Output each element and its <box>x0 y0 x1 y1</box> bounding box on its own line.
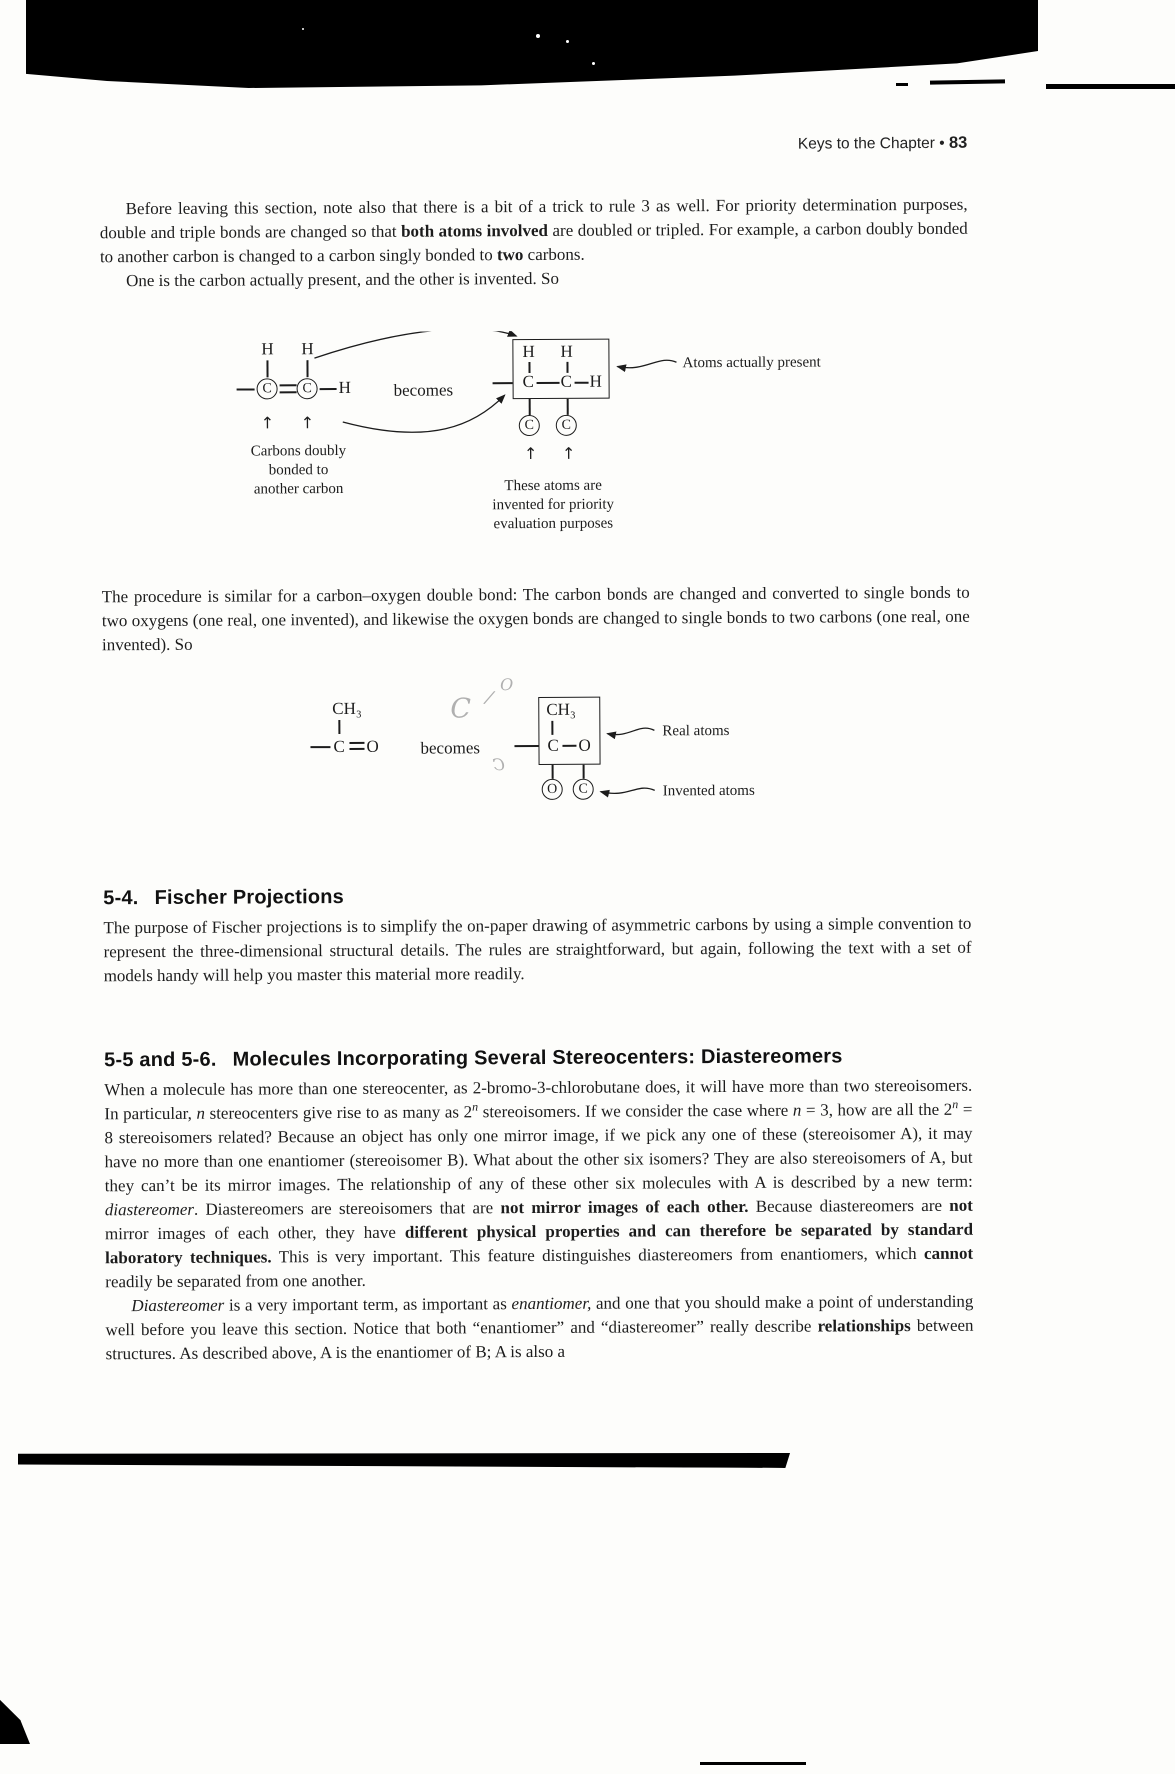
text-run: . Diastereomers are stereoisomers that are <box>193 1198 501 1219</box>
circled-invented-carbon: C <box>556 415 577 436</box>
bond <box>567 399 569 415</box>
text-run-italic: n <box>472 1099 479 1114</box>
running-header <box>99 134 967 158</box>
atom-h: H <box>560 341 573 361</box>
double-bond <box>280 384 297 386</box>
text-run-bold: different physical properties and can therefore be separated by standard laboratory techniques. <box>105 1219 974 1268</box>
up-arrow: ↑ <box>523 443 538 464</box>
figure-double-bond-rule <box>100 329 969 552</box>
bond <box>320 388 337 390</box>
bond <box>306 360 308 377</box>
bond <box>562 745 576 747</box>
section-heading-5-5-5-6 <box>104 1044 972 1073</box>
atom-h: H <box>261 339 274 359</box>
page-content <box>99 0 974 1366</box>
atom-h: H <box>338 377 351 398</box>
header-bullet: • <box>939 134 945 152</box>
curved-arrow <box>314 329 516 358</box>
text-run: This is very important. This feature distinguishes diastereomers from enantiomers, which <box>271 1243 925 1267</box>
figure-carbonyl-rule <box>102 677 971 857</box>
atom-c: C <box>522 372 534 392</box>
scan-artifact-line <box>700 1762 806 1765</box>
bond <box>310 746 330 748</box>
text-run-bold: relationships <box>817 1316 911 1336</box>
section-title: Molecules Incorporating Several Stereocenters: Diastereomers <box>232 1045 843 1071</box>
section-heading-5-4 <box>103 882 971 911</box>
text-run: The purpose of Fischer projections is to simplify the on-paper drawing of asymmetric carbons by using a simple convention to represent the three-dimensional structural details. The rules are straightforward, but again, following the text with a set of models handy will help you master this material more readily. <box>103 913 972 986</box>
handwriting-artifact: C <box>492 755 505 775</box>
text-run-italic: n <box>196 1103 206 1123</box>
text-run-bold: cannot <box>923 1243 974 1263</box>
text-run: Before leaving this section, note also that there is a bit of a trick to rule 3 as well. For priority determination purposes, double and triple bonds are changed so that <box>99 194 968 243</box>
text-run: When a molecule has more than one stereocenter, as 2-bromo-3-chlorobutane does, it will have more than two stereoisomers. In particular, <box>104 1075 973 1124</box>
text-run: stereoisomers. If we consider the case where <box>478 1100 793 1122</box>
scan-dash <box>1046 84 1175 89</box>
atom-h: H <box>522 341 535 362</box>
text-run: One is the carbon actually present, and the other is invented. So <box>125 268 559 291</box>
paragraph-rule3-trick <box>100 193 968 270</box>
becomes-text: becomes <box>420 738 481 758</box>
bond <box>551 721 553 735</box>
paragraph-diastereomer-term <box>105 1290 973 1367</box>
atom-o: O <box>578 735 591 755</box>
text-run: = 3, how are all the 2 <box>801 1099 953 1120</box>
bond <box>237 388 255 390</box>
atom-h: H <box>589 371 602 391</box>
scan-artifact-bottom-bar <box>18 1451 790 1468</box>
methyl-group: CH₃ <box>546 699 576 719</box>
double-bond <box>349 742 364 744</box>
handwriting-artifact: O <box>500 675 514 695</box>
bond <box>493 382 513 384</box>
up-arrow: ↑ <box>260 413 275 433</box>
paragraph-diastereomers <box>104 1074 973 1295</box>
paragraph-fischer <box>103 912 971 989</box>
circled-invented-carbon: C <box>519 415 540 436</box>
label-invented-atoms: Invented atoms <box>662 782 755 800</box>
text-run-bold: two <box>496 245 524 265</box>
scan-artifact-corner <box>0 1698 30 1744</box>
pointer-arrow <box>601 788 655 793</box>
bond <box>552 765 554 779</box>
text-run: Because diastereomers are <box>748 1195 950 1216</box>
section-number: 5-5 and 5-6. <box>104 1048 217 1072</box>
methyl-group: CH₃ <box>332 698 362 719</box>
bond <box>514 745 538 747</box>
label-real-atoms: Real atoms <box>662 722 730 740</box>
text-run: carbons. <box>523 244 585 265</box>
text-run-italic: Diastereomer <box>131 1295 225 1316</box>
text-run-bold: not <box>949 1195 973 1215</box>
atom-c: C <box>333 736 345 757</box>
bond <box>583 765 585 779</box>
label-carbons-doubly-bonded: Carbons doubly bonded to another carbon <box>250 442 347 498</box>
bond <box>575 382 589 384</box>
text-run: The procedure is similar for a carbon–oxygen double bond: The carbon bonds are changed and converted to single bonds to two oxygens (one real, one invented), and likewise the oxygen bonds are changed to single bonds to two carbons (one real, one invented). So <box>101 582 970 655</box>
double-bond <box>280 391 297 393</box>
text-run: = 8 stereoisomers related? Because an object has only one mirror image, if we pick any one of these (stereoisomer A), it may have no more than one enantiomer (stereoisomer B). What about the other six isomers? They are also stereoisomers of A, but they can’t be its mirror images. The relationship of any of these other six molecules with A is described by a new term: <box>104 1099 973 1196</box>
text-run: between structures. As described above, A is the enantiomer of B; A is also a <box>105 1315 974 1364</box>
text-run: mirror images of each other, they have <box>104 1222 405 1244</box>
figure-arrows <box>102 677 971 857</box>
text-run: stereocenters give rise to as many as 2 <box>204 1102 473 1123</box>
atom-o: O <box>366 736 379 756</box>
pointer-arrow <box>607 728 654 735</box>
text-run-italic: n <box>792 1100 802 1120</box>
bond <box>338 720 340 734</box>
circled-carbon: C <box>297 378 318 399</box>
section-number: 5-4. <box>103 887 139 910</box>
text-run: readily be separated from one another. <box>105 1270 366 1292</box>
bond <box>266 360 268 377</box>
circled-invented-oxygen: O <box>542 779 563 800</box>
up-arrow: ↑ <box>300 413 315 433</box>
chapter-header-text: Keys to the Chapter <box>797 134 935 153</box>
circled-invented-carbon: C <box>573 779 594 800</box>
handwriting-artifact: / <box>483 686 495 709</box>
becomes-text: becomes <box>393 380 454 400</box>
text-run-italic: n <box>952 1097 959 1112</box>
handwriting-artifact: C <box>450 693 472 725</box>
label-atoms-actually-present: Atoms actually present <box>682 354 821 372</box>
bond <box>537 382 560 384</box>
up-arrow: ↑ <box>561 443 576 463</box>
text-run-italic: diastereomer <box>104 1199 195 1220</box>
text-run-italic: enantiomer, <box>511 1293 592 1314</box>
page-number: 83 <box>948 133 968 152</box>
text-run-bold: not mirror images of each other. <box>500 1196 749 1218</box>
bond <box>529 399 531 415</box>
atom-h: H <box>301 339 314 359</box>
circled-carbon: C <box>257 378 278 399</box>
paragraph-carbon-oxygen <box>102 581 970 658</box>
pointer-arrow <box>617 360 676 368</box>
text-run: is a very important term, as important as <box>224 1294 512 1315</box>
text-run: are doubled or tripled. For example, a carbon doubly bonded to another carbon is changed to a carbon singly bonded to <box>99 218 968 267</box>
label-invented-atoms: These atoms are invented for priority evaluation purposes <box>492 477 615 533</box>
atom-c: C <box>547 735 559 755</box>
paragraph-one-carbon <box>100 265 968 294</box>
double-bond <box>349 748 364 750</box>
text-run-bold: both atoms involved <box>401 220 549 241</box>
curved-arrow <box>343 395 505 432</box>
section-title: Fischer Projections <box>154 886 345 909</box>
text-run: and one that you should make a point of understanding well before you leave this section. Notice that both “enantiomer” and “diastereomer” really describe <box>105 1291 974 1340</box>
atom-c: C <box>560 371 572 391</box>
